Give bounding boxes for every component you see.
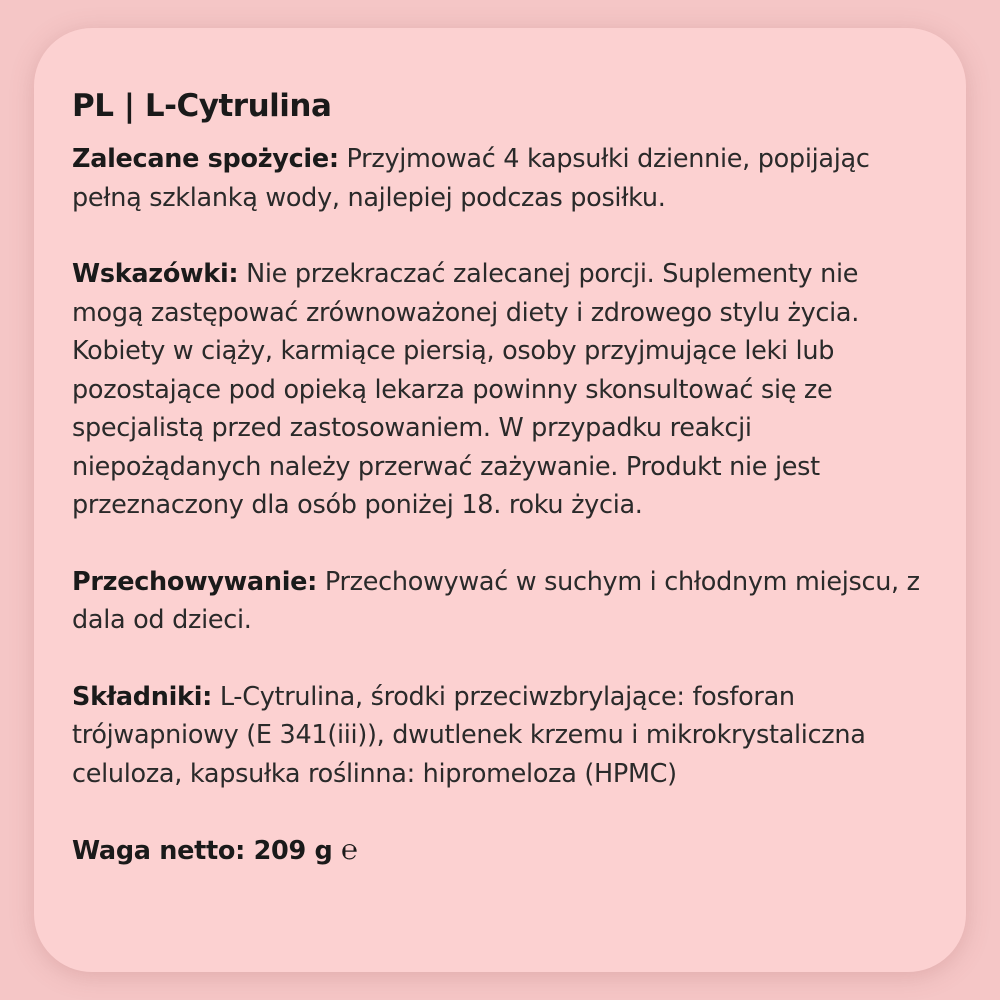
section-text-ingredients: L-Cytrulina, środki przeciwzbrylające: fosforan trójwapniowy (E 341(iii)), dwutlenek krzemu i mikrokrystaliczna celuloza, kapsułka roślinna: hipromeloza (HPMC) — [72, 681, 866, 789]
section-label-storage: Przechowywanie: — [72, 566, 318, 597]
net-weight-label: Waga netto: 209 g — [72, 836, 333, 866]
label-panel — [34, 28, 966, 972]
section-text-recommended-intake: Przyjmować 4 kapsułki dziennie, popijając pełną szklanką wody, najlepiej podczas posiłku. — [72, 144, 870, 213]
section-label-ingredients: Składniki: — [72, 681, 213, 712]
section-storage — [72, 563, 928, 640]
section-label-warnings: Wskazówki: — [72, 259, 239, 289]
product-title: PL | L-Cytrulina — [72, 88, 332, 124]
estimated-sign-icon: ℮ — [341, 833, 358, 866]
section-ingredients — [72, 678, 928, 794]
section-text-warnings: Nie przekraczać zalecanej porcji. Suplementy nie mogą zastępować zrównoważonej diety i zdrowego stylu życia. Kobiety w ciąży, karmiące piersią, osoby przyjmujące leki lub pozostające pod opieką lekarza powinny skonsultować się ze specjalistą przed zastosowaniem. W przypadku reakcji niepożądanych należy przerwać zażywanie. Produkt nie jest przeznaczony dla osób poniżej 18. roku życia. — [72, 259, 859, 520]
section-text-storage: Przechowywać w suchym i chłodnym miejscu, z dala od dzieci. — [72, 566, 920, 635]
section-recommended-intake — [72, 140, 928, 217]
section-warnings — [72, 255, 928, 525]
section-label-recommended-intake: Zalecane spożycie: — [72, 144, 339, 174]
net-weight — [72, 831, 928, 871]
